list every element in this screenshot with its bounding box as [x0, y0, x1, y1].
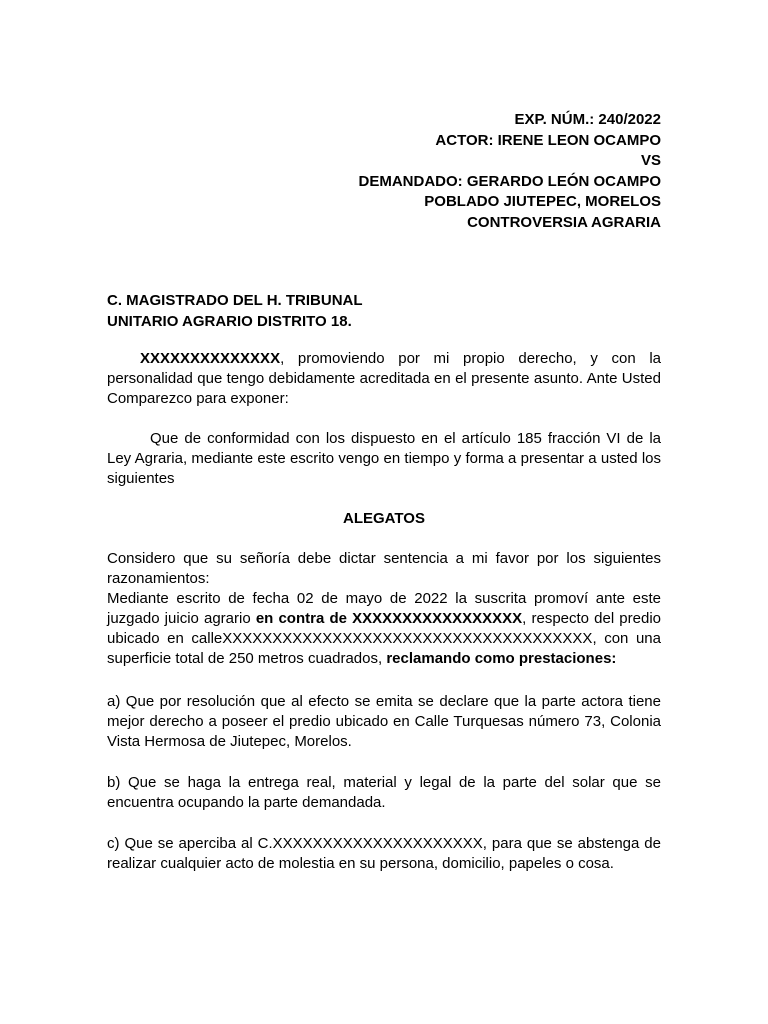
body-paragraph [107, 549, 661, 669]
conformity-text: Que de conformidad con los dispuesto en el artículo 185 fracción VI de la Ley Agraria, mediante este escrito vengo en tiempo y forma a presentar a usted los siguientes [107, 430, 661, 487]
section-title: ALEGATOS [343, 510, 425, 527]
claim-c-text: c) Que se aperciba al C.XXXXXXXXXXXXXXXXXXXXX, para que se abstenga de realizar cualquier acto de molestia en su persona, domicilio, papeles o cosa. [107, 835, 661, 872]
promoter-name: XXXXXXXXXXXXXX [140, 350, 281, 367]
intro-paragraph [107, 349, 661, 409]
body-text-1: Mediante escrito de fecha 02 de mayo de 2022 la suscrita promoví ante este juzgado juicio agrario [107, 590, 661, 627]
case-type: CONTROVERSIA AGRARIA [467, 213, 661, 231]
intro-text: , promoviendo por mi propio derecho, y con la personalidad que tengo debidamente acreditada en el presente asunto. Ante Usted Comparezco para exponer: [107, 350, 661, 407]
body-bold-1: en contra de XXXXXXXXXXXXXXXXX [255, 610, 523, 627]
claim-b [107, 773, 661, 813]
claim-a-text: a) Que por resolución que al efecto se emita se declare que la parte actora tiene mejor derecho a poseer el predio ubicado en Calle Turquesas número 73, Colonia Vista Hermosa de Jiutepec, Morelos. [107, 693, 661, 750]
consider-text: Considero que su señoría debe dictar sentencia a mi favor por los siguientes razonamientos: [107, 550, 661, 587]
case-location: POBLADO JIUTEPEC, MORELOS [424, 193, 661, 210]
case-header [359, 110, 662, 233]
addressee-line-1: C. MAGISTRADO DEL H. TRIBUNAL [107, 292, 363, 309]
claim-a [107, 692, 661, 752]
case-actor: ACTOR: IRENE LEON OCAMPO [435, 131, 661, 149]
body-text-2: , respecto del predio ubicado en calleXXXXXXXXXXXXXXXXXXXXXXXXXXXXXXXXXXXXX, con una superficie total de 250 metros cuadrados, [107, 610, 661, 667]
conformity-paragraph [107, 429, 661, 489]
addressee-line-2: UNITARIO AGRARIO DISTRITO 18. [107, 313, 352, 330]
body-bold-2: reclamando como prestaciones: [386, 650, 617, 667]
addressee [107, 290, 661, 332]
case-defendant: DEMANDADO: GERARDO LEÓN OCAMPO [358, 172, 661, 190]
claim-b-text: b) Que se haga la entrega real, material y legal de la parte del solar que se encuentra ocupando la parte demandada. [107, 774, 661, 811]
case-number: EXP. NÚM.: 240/2022 [514, 111, 661, 128]
case-versus: VS [640, 152, 661, 169]
claim-c [107, 834, 661, 874]
